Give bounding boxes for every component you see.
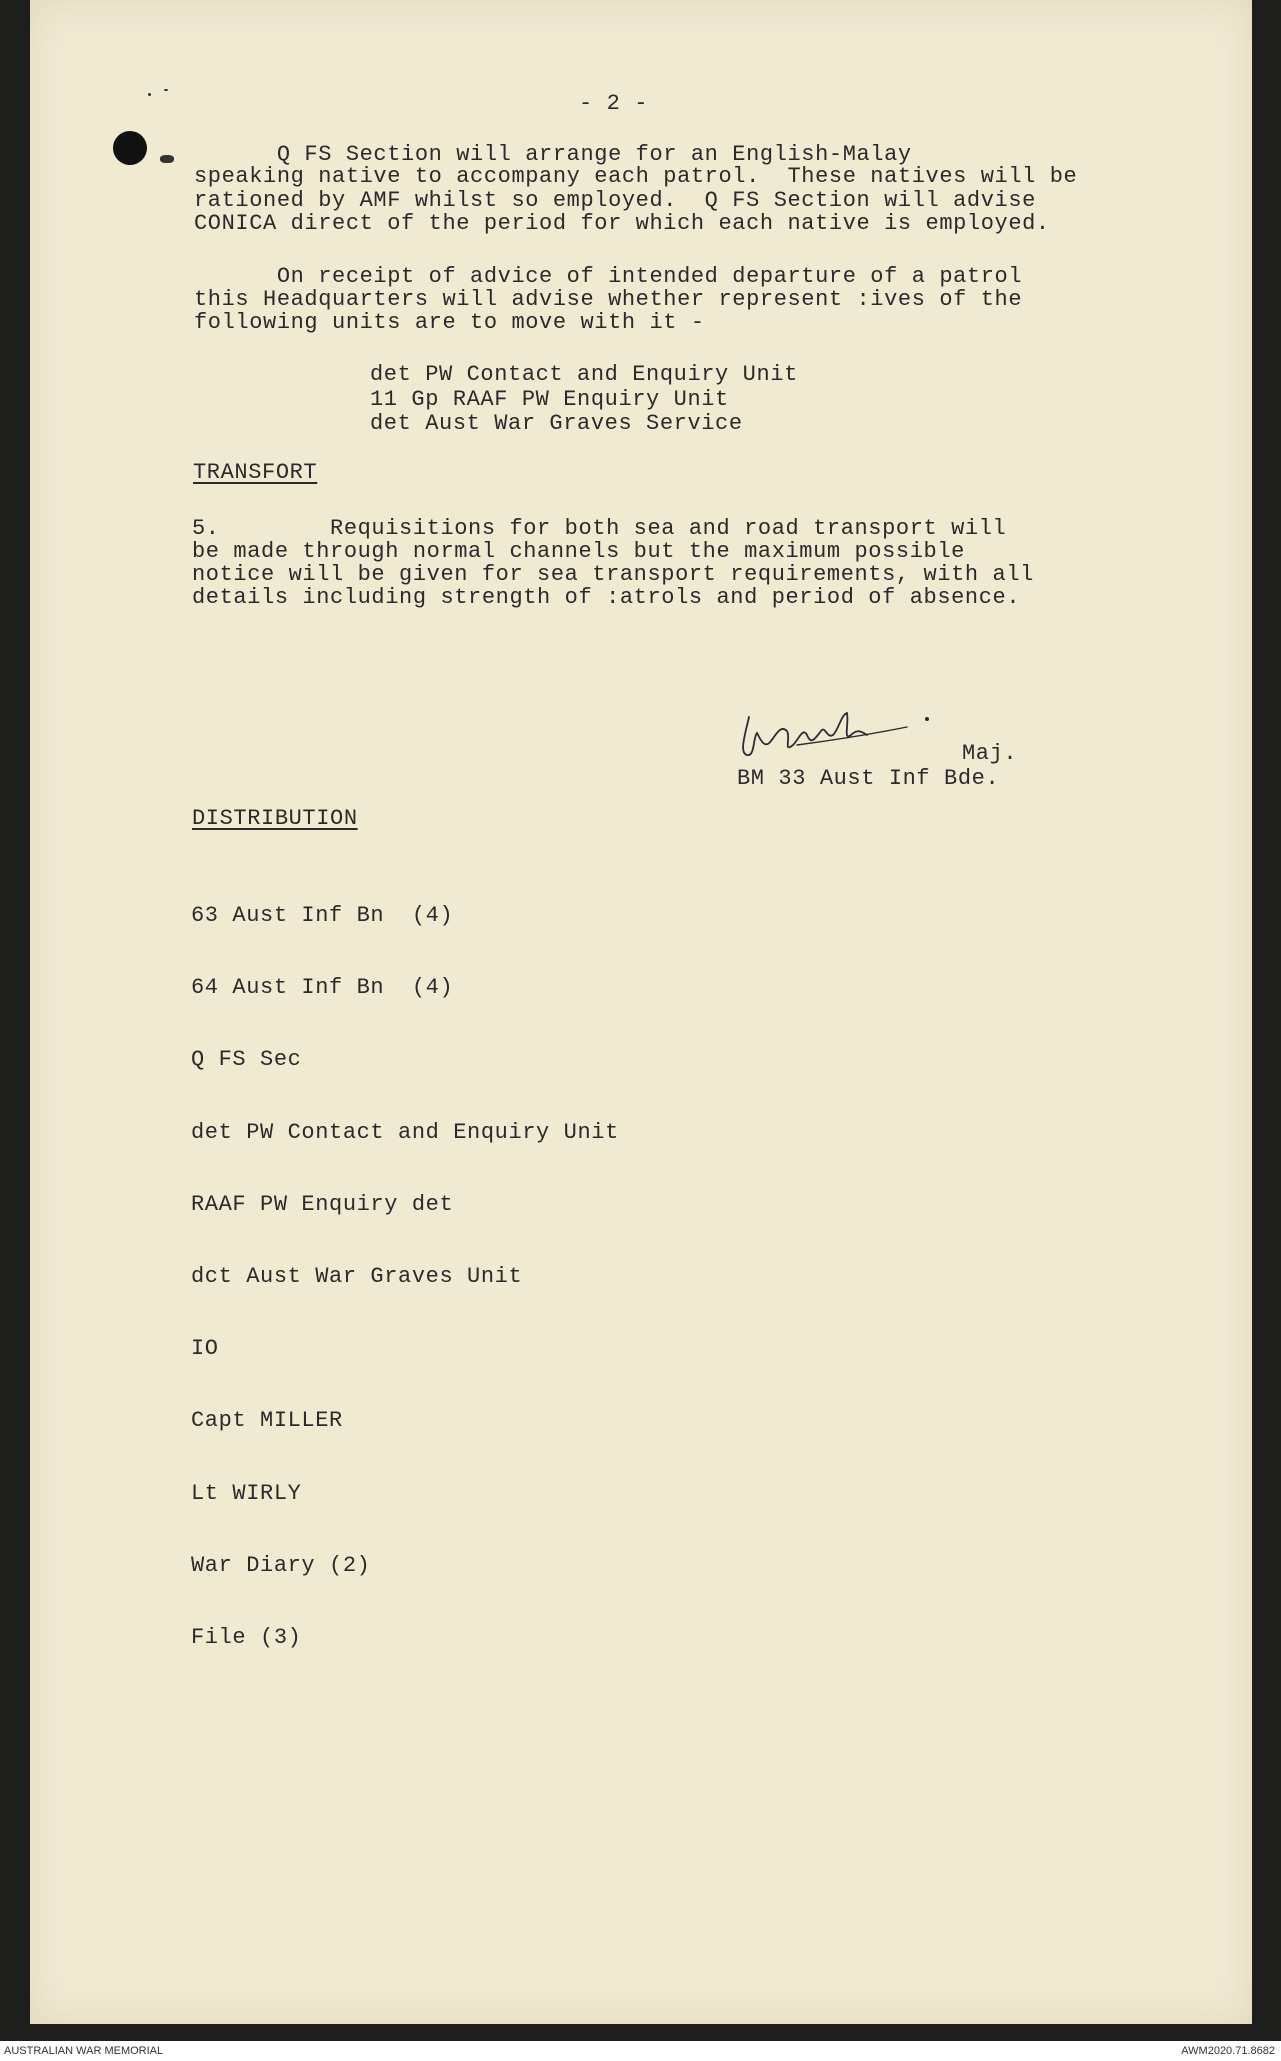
distribution-item: Capt MILLER bbox=[191, 1408, 343, 1434]
unit-list bbox=[370, 362, 798, 459]
text-line: details including strength of :atrols and period of absence. bbox=[192, 585, 1021, 610]
unit-item: det PW Contact and Enquiry Unit bbox=[370, 362, 798, 387]
text-line: rationed by AMF whilst so employed. Q FS Section will advise bbox=[194, 188, 1036, 213]
text-line: 5. Requisitions for both sea and road transport will bbox=[192, 516, 1007, 541]
paragraph-patrol-departure bbox=[194, 264, 1023, 361]
signature-title: BM 33 Aust Inf Bde. bbox=[737, 766, 1000, 791]
section-heading-transport: TRANSFORT bbox=[193, 460, 318, 485]
distribution-heading: DISTRIBUTION bbox=[192, 806, 358, 831]
distribution-item: War Diary (2) bbox=[191, 1552, 371, 1578]
signature-rank: Maj. bbox=[962, 741, 1018, 766]
distribution-item: 63 Aust Inf Bn (4) bbox=[191, 903, 454, 928]
unit-item: det Aust War Graves Service bbox=[370, 411, 743, 436]
paragraph-transport bbox=[192, 516, 1034, 637]
distribution-item: 64 Aust Inf Bn (4) bbox=[191, 975, 454, 1001]
distribution-list bbox=[191, 856, 619, 1674]
distribution-item: det PW Contact and Enquiry Unit bbox=[191, 1119, 619, 1145]
punch-hole bbox=[113, 131, 147, 165]
paper-speck bbox=[164, 89, 168, 91]
text-line: notice will be given for sea transport requirements, with all bbox=[192, 562, 1034, 587]
distribution-item: Q FS Sec bbox=[191, 1047, 302, 1073]
paragraph-native-guides bbox=[194, 142, 1078, 263]
text-line: speaking native to accompany each patrol. These natives will be bbox=[194, 164, 1078, 189]
paper-speck bbox=[160, 155, 174, 163]
signature-block bbox=[737, 705, 1018, 801]
page-number: - 2 - bbox=[579, 91, 649, 116]
text-line: this Headquarters will advise whether represent :ives of the bbox=[194, 287, 1023, 312]
archive-footer bbox=[0, 2041, 1281, 2061]
unit-item: 11 Gp RAAF PW Enquiry Unit bbox=[370, 387, 729, 412]
distribution-item: IO bbox=[191, 1336, 219, 1362]
text-line: be made through normal channels but the maximum possible bbox=[192, 539, 965, 564]
text-line: following units are to move with it - bbox=[194, 310, 705, 335]
distribution-item: File (3) bbox=[191, 1624, 302, 1650]
distribution-item: Lt WIRLY bbox=[191, 1480, 302, 1506]
paper-speck bbox=[148, 93, 151, 96]
footer-accession-number: AWM2020.71.8682 bbox=[1181, 2045, 1275, 2057]
distribution-item: dct Aust War Graves Unit bbox=[191, 1263, 523, 1289]
footer-institution: AUSTRALIAN WAR MEMORIAL bbox=[4, 2045, 164, 2057]
text-line: On receipt of advice of intended departure of a patrol bbox=[194, 264, 1023, 289]
text-line: CONICA direct of the period for which each native is employed. bbox=[194, 211, 1050, 236]
text-line: Q FS Section will arrange for an English-Malay bbox=[194, 142, 912, 167]
distribution-item: RAAF PW Enquiry det bbox=[191, 1191, 454, 1217]
handwritten-signature bbox=[737, 705, 937, 775]
